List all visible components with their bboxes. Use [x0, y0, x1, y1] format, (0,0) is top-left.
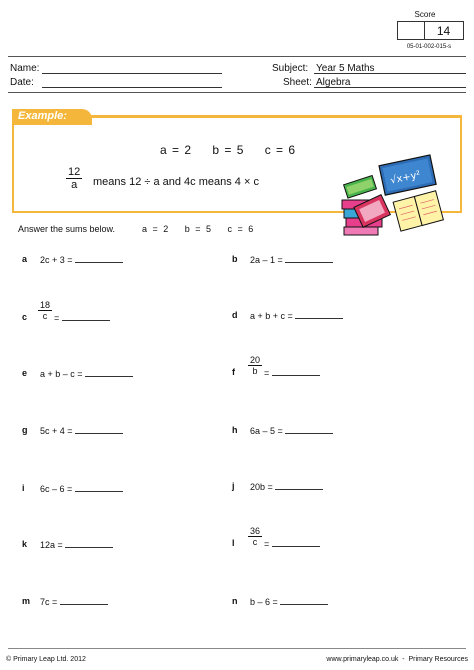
question-h-letter: h	[232, 425, 238, 435]
example-title: Example:	[18, 110, 67, 122]
score-label: Score	[414, 10, 436, 19]
question-a	[40, 254, 123, 265]
score-box	[397, 21, 464, 40]
question-c-numerator: 18	[40, 300, 51, 310]
question-m-letter: m	[22, 596, 31, 606]
question-h-expression: 6a – 5 =	[250, 426, 283, 436]
subject-value: Year 5 Maths	[316, 63, 375, 74]
header-bottom-rule	[8, 92, 466, 93]
question-f-fraction	[248, 355, 262, 376]
answer-d-blank[interactable]	[295, 310, 343, 319]
question-e-expression: a + b – c =	[40, 369, 83, 379]
question-d-expression: a + b + c =	[250, 311, 293, 321]
name-label: Name:	[10, 63, 40, 74]
question-j-letter: j	[232, 481, 235, 491]
question-h	[250, 425, 333, 436]
question-l-fraction	[248, 526, 262, 547]
question-f-letter: f	[232, 367, 235, 377]
question-f-numerator: 20	[250, 355, 261, 365]
question-j-expression: 20b =	[250, 482, 273, 492]
score-value: 14	[436, 24, 451, 38]
example-fraction	[66, 166, 82, 191]
question-e	[40, 368, 133, 379]
footer-website: www.primaryleap.co.uk - Primary Resources	[326, 656, 468, 663]
question-l-numerator: 36	[250, 526, 261, 536]
example-fraction-numerator: 12	[68, 166, 81, 178]
question-a-letter: a	[22, 254, 28, 264]
instructions: Answer the sums below.	[18, 224, 116, 234]
question-k-letter: k	[22, 539, 28, 549]
question-n-expression: b – 6 =	[250, 597, 278, 607]
chalkboard-text: √x+y²	[389, 169, 422, 187]
question-l-expression: =	[264, 539, 270, 549]
worksheet-code: 05-01-002-015-s	[406, 44, 452, 50]
question-n-letter: n	[232, 596, 238, 606]
question-b	[250, 254, 333, 265]
answer-k-blank[interactable]	[65, 539, 113, 548]
question-e-letter: e	[22, 368, 28, 378]
date-label: Date:	[10, 77, 34, 88]
answer-h-blank[interactable]	[285, 425, 333, 434]
question-f-expression: =	[264, 368, 270, 378]
answer-m-blank[interactable]	[60, 596, 108, 605]
question-c	[54, 312, 110, 323]
question-g	[40, 425, 123, 436]
question-c-expression: =	[54, 313, 60, 323]
answer-c-blank[interactable]	[62, 312, 110, 321]
footer-rule	[8, 648, 466, 649]
example-variables: a = 2 b = 5 c = 6	[160, 143, 296, 157]
answer-g-blank[interactable]	[75, 425, 123, 434]
question-m-expression: 7c =	[40, 597, 58, 607]
sheet-value: Algebra	[316, 77, 351, 88]
answer-a-blank[interactable]	[75, 254, 123, 263]
question-j	[250, 481, 323, 492]
header-top-rule	[8, 56, 466, 57]
answer-l-blank[interactable]	[272, 538, 320, 547]
date-field[interactable]	[42, 77, 222, 88]
subject-label: Subject:	[272, 63, 309, 74]
question-i	[40, 483, 123, 494]
answer-f-blank[interactable]	[272, 367, 320, 376]
question-k	[40, 539, 113, 550]
question-b-expression: 2a – 1 =	[250, 255, 283, 265]
footer-copyright: © Primary Leap Ltd. 2012	[6, 656, 86, 663]
question-l-denominator: c	[252, 537, 258, 547]
answer-n-blank[interactable]	[280, 596, 328, 605]
question-i-letter: i	[22, 483, 25, 493]
name-field[interactable]	[42, 63, 222, 74]
question-i-expression: 6c – 6 =	[40, 484, 73, 494]
question-l	[264, 538, 320, 549]
books-clipart-icon	[338, 152, 448, 238]
question-b-letter: b	[232, 254, 238, 264]
question-k-expression: 12a =	[40, 540, 63, 550]
example-tab	[12, 109, 92, 125]
example-explanation: means 12 ÷ a and 4c means 4 × c	[93, 176, 259, 188]
question-c-letter: c	[22, 312, 28, 322]
question-f	[264, 367, 320, 378]
answer-e-blank[interactable]	[85, 368, 133, 377]
question-a-expression: 2c + 3 =	[40, 255, 73, 265]
example-fraction-denominator: a	[71, 179, 78, 191]
answer-i-blank[interactable]	[75, 483, 123, 492]
question-l-letter: l	[232, 538, 235, 548]
question-c-fraction	[38, 300, 52, 321]
question-g-expression: 5c + 4 =	[40, 426, 73, 436]
question-n	[250, 596, 328, 607]
question-f-denominator: b	[252, 366, 258, 376]
question-c-denominator: c	[42, 311, 48, 321]
sheet-label: Sheet:	[283, 77, 312, 88]
question-g-letter: g	[22, 425, 28, 435]
answer-b-blank[interactable]	[285, 254, 333, 263]
question-d	[250, 310, 343, 321]
question-m	[40, 596, 108, 607]
instruction-variables: a = 2 b = 5 c = 6	[142, 224, 254, 234]
question-d-letter: d	[232, 310, 238, 320]
answer-j-blank[interactable]	[275, 481, 323, 490]
